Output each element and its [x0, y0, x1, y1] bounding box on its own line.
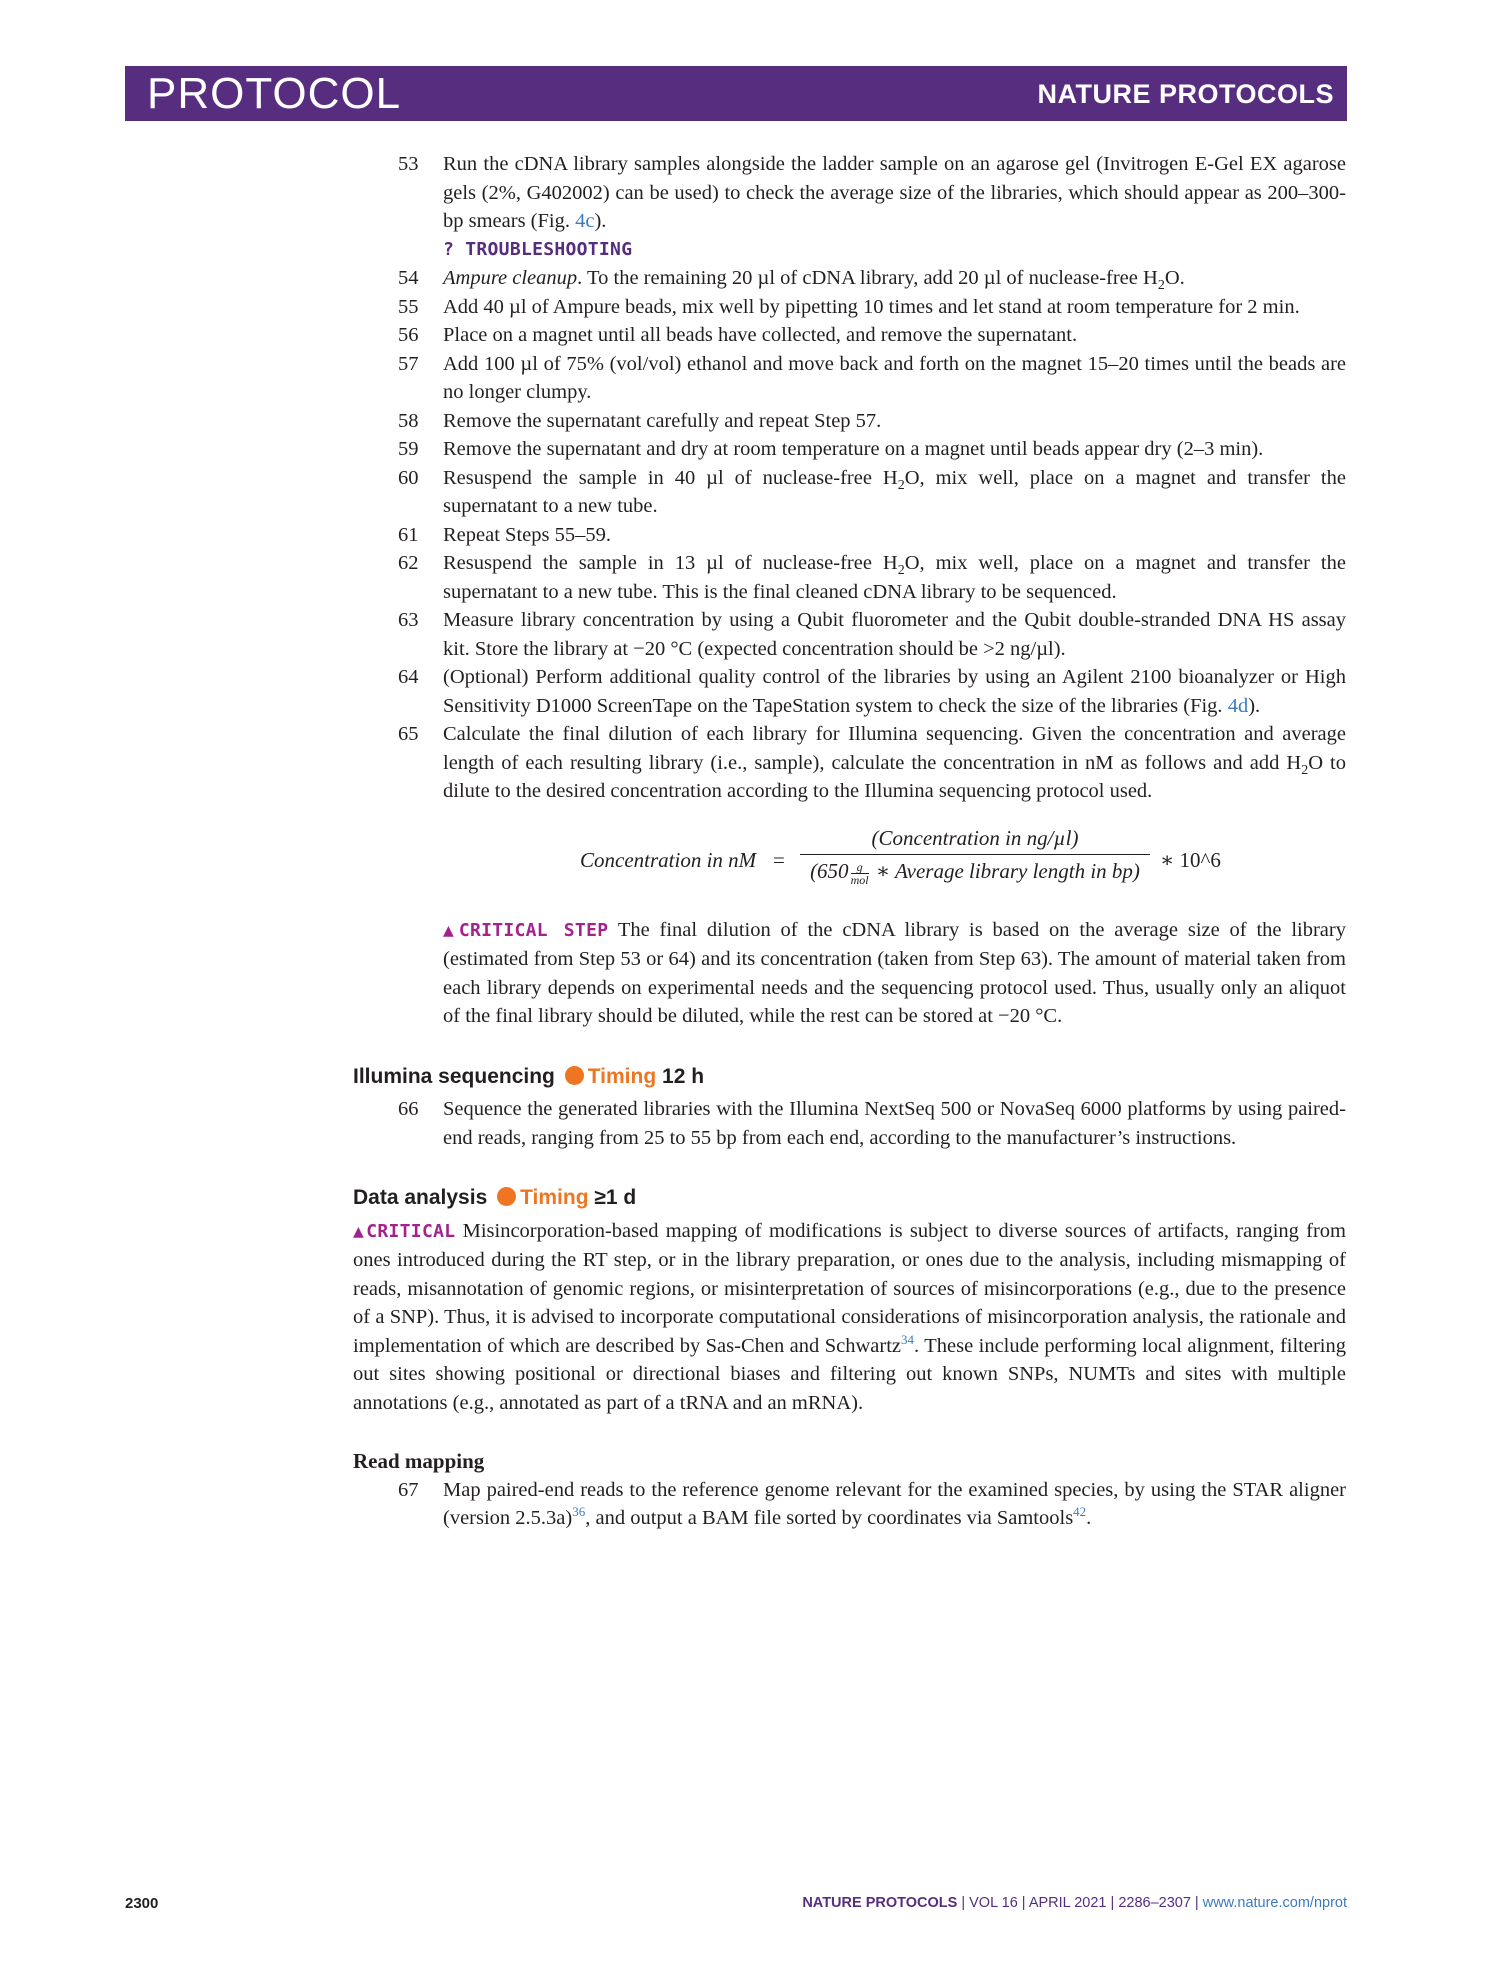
- step-60: 60 Resuspend the sample in 40 µl of nuclease-free $H_2O$, mix well, place on a magnet and transfer the supernatant to a new tube.: [398, 464, 1346, 521]
- step-number: 55: [398, 295, 419, 318]
- step-number: 54: [398, 267, 419, 289]
- equation-rhs: ∗ 10^6: [1160, 847, 1221, 872]
- step-55: 55 Add 40 µl of Ampure beads, mix well by pipetting 10 times and let stand at room temperature for 2 min.: [398, 293, 1346, 322]
- step-number: 62: [398, 552, 419, 574]
- step-number: 59: [398, 438, 419, 460]
- reference-34[interactable]: 34: [901, 1331, 915, 1347]
- equation-lhs: Concentration in nM: [580, 847, 757, 872]
- units-fraction: $\frac{g}{\text{mol}}$: [850, 859, 869, 887]
- step-56: 56 Place on a magnet until all beads have collected, and remove the supernatant.: [398, 321, 1346, 350]
- data-analysis-heading: Data analysis Timing ≥1 d: [353, 1186, 637, 1209]
- step-number: 65: [398, 723, 419, 745]
- step-number: 63: [398, 609, 419, 631]
- journal-url-link[interactable]: www.nature.com/nprot: [1202, 1895, 1347, 1911]
- step-number: 64: [398, 666, 419, 688]
- step-61: 61 Repeat Steps 55–59.: [398, 521, 1346, 550]
- step-number: 56: [398, 324, 419, 346]
- step-number: 67: [398, 1478, 419, 1501]
- step-53: 53 Run the cDNA library samples alongside the ladder sample on an agarose gel (Invitrogen E-Gel EX agarose gels (2%, G402002) can be used) to check the average size of the libraries, which should appear as 200–300-bp smears (Fig. 4c).: [398, 150, 1346, 236]
- step-number: 53: [398, 153, 419, 175]
- step-number: 60: [398, 466, 419, 489]
- step-number: 57: [398, 352, 419, 375]
- data-analysis-critical: ▲CRITICAL Misincorporation-based mapping of modifications is subject to diverse sources of artifacts, ranging from ones introduced during the RT step, or in the library preparation, or ones due to the analysis, including mismapping of reads, misannotation of genomic regions, or misinterpretation of sources of misincorporations (e.g., due to the presence of a SNP). Thus, it is advised to incorporate computational considerations of misincorporation analysis, the rationale and implementation of which are described by Sas-Chen and Schwartz$^{34}$. These include performing local alignment, filtering out sites showing positional or directional biases and filtering out known SNPs, NUMTs and sites with multiple annotations (e.g., annotated as part of a tRNA and an mRNA).: [353, 1219, 1347, 1414]
- step-number: 61: [398, 523, 419, 546]
- read-mapping-heading: Read mapping: [353, 1449, 485, 1473]
- step-67: 67 Map paired-end reads to the reference genome relevant for the examined species, by using the STAR aligner (version 2.5.3a)$^{36}$, and output a BAM file sorted by coordinates via Samtools$^{42}$.: [398, 1476, 1346, 1533]
- step-54: 54 Ampure cleanup. To the remaining 20 µl of cDNA library, add 20 µl of nuclease-free $H_2O$.: [398, 264, 1346, 293]
- equation-numerator: (Concentration in ng/µl): [800, 824, 1150, 856]
- critical-step: ▲CRITICAL STEP The final dilution of the cDNA library is based on the average size of the library (estimated from Step 53 or 64) and its concentration (taken from Step 63). The amount of material taken from each library depends on experimental needs and the sequencing protocol used. Thus, usually only an aliquot of the final library should be diluted, while the rest can be stored at −20 °C.: [443, 918, 1346, 1027]
- step-62: 62 Resuspend the sample in 13 µl of nuclease-free $H_2O$, mix well, place on a magnet and transfer the supernatant to a new tube. This is the final cleaned cDNA library to be sequenced.: [398, 549, 1346, 606]
- equation-fraction: [800, 824, 1150, 886]
- step-66: 66 Sequence the generated libraries with the Illumina NextSeq 500 or NovaSeq 6000 platforms by using paired-end reads, ranging from 25 to 55 bp from each end, according to the manufacturer’s instructions.: [398, 1095, 1346, 1152]
- illumina-heading: Illumina sequencing Timing 12 h: [353, 1064, 705, 1088]
- main-content: [353, 150, 1347, 1533]
- reference-36[interactable]: 36: [572, 1504, 586, 1520]
- critical-step-label: ▲CRITICAL STEP: [443, 919, 609, 941]
- step-58: 58 Remove the supernatant carefully and repeat Step 57.: [398, 407, 1346, 436]
- step-57: 57 Add 100 µl of 75% (vol/vol) ethanol and move back and forth on the magnet 15–20 times until the beads are no longer clumpy.: [398, 350, 1346, 407]
- concentration-equation: [398, 824, 1346, 894]
- section-label: PROTOCOL: [147, 69, 402, 118]
- step-65: 65 Calculate the final dilution of each library for Illumina sequencing. Given the concentration and average length of each resulting library (i.e., sample), calculate the concentration in nM as follows and add $H_2O$ to dilute to the desired concentration according to the Illumina sequencing protocol used.: [398, 720, 1346, 806]
- equation-equals: =: [773, 847, 785, 872]
- timing-icon: [565, 1066, 584, 1085]
- header-bar: [125, 66, 1347, 121]
- step-59: 59 Remove the supernatant and dry at room temperature on a magnet until beads appear dry (2–3 min).: [398, 435, 1346, 464]
- figure-link-4c[interactable]: 4c: [575, 210, 595, 232]
- troubleshooting-link[interactable]: ? TROUBLESHOOTING: [443, 238, 633, 260]
- step-number: 58: [398, 409, 419, 432]
- critical-label: ▲CRITICAL: [353, 1220, 456, 1242]
- step-63: 63 Measure library concentration by using a Qubit fluorometer and the Qubit double-stranded DNA HS assay kit. Store the library at −20 °C (expected concentration should be >2 ng/µl).: [398, 606, 1346, 663]
- step-number: 66: [398, 1098, 419, 1120]
- journal-name: NATURE PROTOCOLS: [1037, 79, 1334, 109]
- step-64: 64 (Optional) Perform additional quality control of the libraries by using an Agilent 2100 bioanalyzer or High Sensitivity D1000 ScreenTape on the TapeStation system to check the size of the libraries (Fig. 4d).: [398, 663, 1346, 720]
- figure-link-4d[interactable]: 4d: [1227, 694, 1249, 717]
- footer-citation: NATURE PROTOCOLS | VOL 16 | APRIL 2021 | 2286–2307 | www.nature.com/nprot: [802, 1895, 1347, 1911]
- equation-denominator: (650 $\frac{g}{\text{mol}}$ ∗ Average library length in bp): [810, 859, 1140, 887]
- timing-icon: [497, 1187, 516, 1206]
- reference-42[interactable]: 42: [1073, 1504, 1087, 1520]
- page-number: 2300: [125, 1895, 159, 1912]
